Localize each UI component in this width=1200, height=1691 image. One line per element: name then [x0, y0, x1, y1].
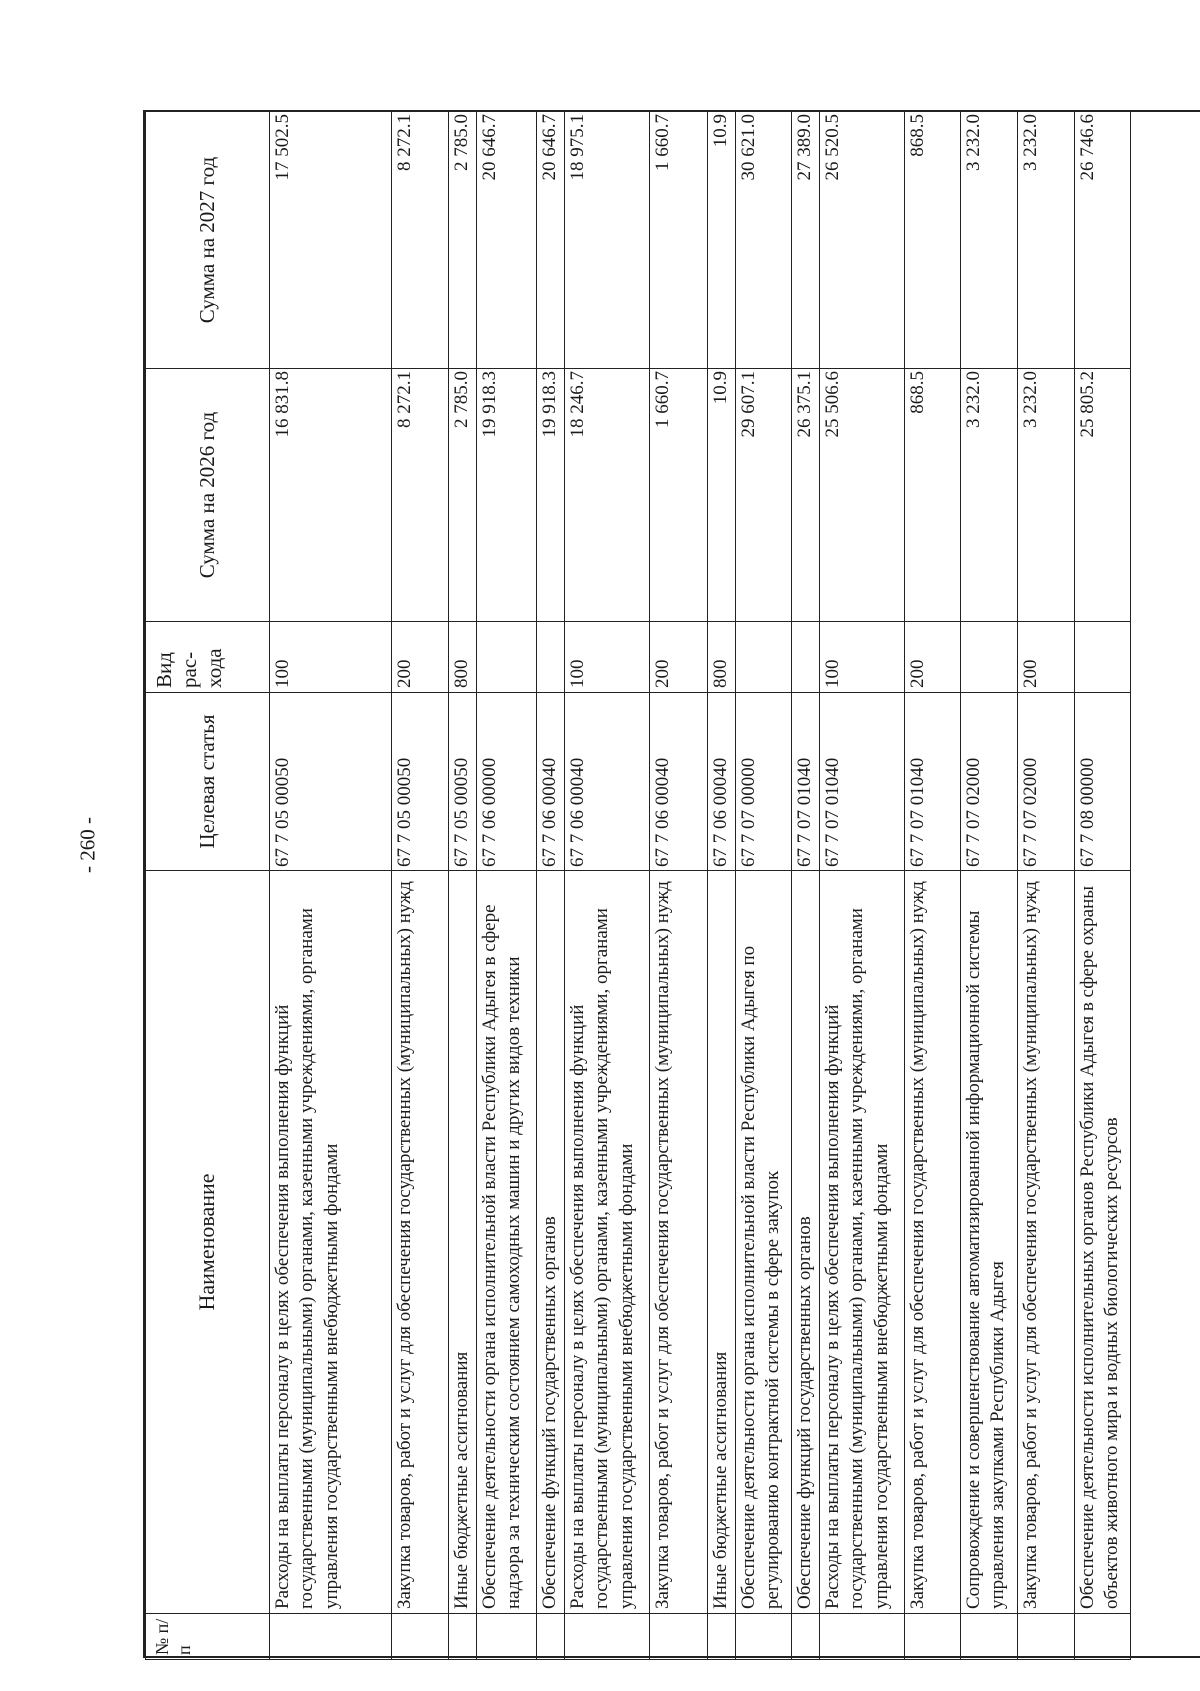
row-num: [650, 1614, 708, 1660]
budget-table: [145, 111, 1131, 1660]
row-sum-2027: 1 660.7: [650, 112, 708, 369]
row-sum-2026: 1 660.7: [650, 369, 708, 622]
row-name: Закупка товаров, работ и услуг для обеспечения государственных (муниципальных) нужд: [905, 871, 961, 1614]
table-row: [792, 112, 820, 1660]
row-code: 67 7 07 01040: [820, 693, 905, 871]
row-code: 67 7 07 02000: [1018, 693, 1075, 871]
row-sum-2026: 3 232.0: [1018, 369, 1075, 622]
row-sum-2026: 25 805.2: [1075, 369, 1131, 622]
table-header: [146, 112, 270, 1660]
row-sum-2027: 27 389.0: [792, 112, 820, 369]
table-row: [537, 112, 565, 1660]
row-type: [792, 622, 820, 693]
table-row: [736, 112, 792, 1660]
row-type: [736, 622, 792, 693]
row-sum-2026: 19 918.3: [537, 369, 565, 622]
row-sum-2026: 2 785.0: [449, 369, 477, 622]
row-sum-2027: 2 785.0: [449, 112, 477, 369]
table-row: [392, 112, 449, 1660]
row-sum-2026: 19 918.3: [477, 369, 537, 622]
row-code: 67 7 05 00050: [449, 693, 477, 871]
row-num: [477, 1614, 537, 1660]
row-sum-2027: 3 232.0: [961, 112, 1018, 369]
document-sheet: [143, 110, 1200, 1658]
header-code: Целевая статья: [146, 693, 270, 871]
row-type: 100: [270, 622, 392, 693]
row-num: [537, 1614, 565, 1660]
row-code: 67 7 07 00000: [736, 693, 792, 871]
row-sum-2026: 25 506.6: [820, 369, 905, 622]
row-name: Расходы на выплаты персоналу в целях обеспечения выполнения функций государственными (муниципальными) органами, казенными учреждениями, органами управления государственными внебюджетными фондами: [270, 871, 392, 1614]
row-code: 67 7 05 00050: [270, 693, 392, 871]
row-type: [477, 622, 537, 693]
row-sum-2027: 8 272.1: [392, 112, 449, 369]
row-code: 67 7 05 00050: [392, 693, 449, 871]
row-type: 100: [565, 622, 650, 693]
row-type: 200: [905, 622, 961, 693]
row-code: 67 7 06 00000: [477, 693, 537, 871]
row-name: Иные бюджетные ассигнования: [708, 871, 736, 1614]
row-sum-2026: 868.5: [905, 369, 961, 622]
row-type: 800: [708, 622, 736, 693]
header-row: [146, 112, 270, 1660]
row-num: [392, 1614, 449, 1660]
row-name: Расходы на выплаты персоналу в целях обеспечения выполнения функций государственными (муниципальными) органами, казенными учреждениями, органами управления государственными внебюджетными фондами: [820, 871, 905, 1614]
row-sum-2026: 10.9: [708, 369, 736, 622]
row-sum-2027: 20 646.7: [477, 112, 537, 369]
row-num: [565, 1614, 650, 1660]
row-type: [961, 622, 1018, 693]
row-sum-2027: 10.9: [708, 112, 736, 369]
row-sum-2027: 868.5: [905, 112, 961, 369]
row-type: 800: [449, 622, 477, 693]
row-name: Сопровождение и совершенствование автоматизированной информационной системы управления закупками Республики Адыгея: [961, 871, 1018, 1614]
row-sum-2026: 16 831.8: [270, 369, 392, 622]
row-type: 200: [392, 622, 449, 693]
row-num: [792, 1614, 820, 1660]
row-code: 67 7 06 00040: [650, 693, 708, 871]
row-num: [961, 1614, 1018, 1660]
table-row: [270, 112, 392, 1660]
row-name: Расходы на выплаты персоналу в целях обеспечения выполнения функций государственными (муниципальными) органами, казенными учреждениями, органами управления государственными внебюджетными фондами: [565, 871, 650, 1614]
row-type: 200: [1018, 622, 1075, 693]
row-num: [820, 1614, 905, 1660]
row-sum-2026: 3 232.0: [961, 369, 1018, 622]
row-sum-2027: 20 646.7: [537, 112, 565, 369]
table-row: [477, 112, 537, 1660]
row-sum-2026: 18 246.7: [565, 369, 650, 622]
row-type: [1075, 622, 1131, 693]
row-sum-2026: 29 607.1: [736, 369, 792, 622]
row-type: [537, 622, 565, 693]
row-name: Обеспечение деятельности органа исполнительной власти Республики Адыгея по регулированию контрактной системы в сфере закупок: [736, 871, 792, 1614]
row-code: 67 7 08 00000: [1075, 693, 1131, 871]
table-row: [449, 112, 477, 1660]
row-code: 67 7 06 00040: [708, 693, 736, 871]
row-sum-2027: 3 232.0: [1018, 112, 1075, 369]
row-num: [905, 1614, 961, 1660]
header-name: Наименование: [146, 871, 270, 1614]
table-row: [961, 112, 1018, 1660]
row-num: [270, 1614, 392, 1660]
table-body: [270, 112, 1131, 1660]
row-type: 100: [820, 622, 905, 693]
table-row: [1075, 112, 1131, 1660]
row-name: Обеспечение функций государственных органов: [792, 871, 820, 1614]
row-sum-2027: 26 520.5: [820, 112, 905, 369]
row-name: Закупка товаров, работ и услуг для обеспечения государственных (муниципальных) нужд: [392, 871, 449, 1614]
row-sum-2026: 8 272.1: [392, 369, 449, 622]
row-type: 200: [650, 622, 708, 693]
row-sum-2027: 17 502.5: [270, 112, 392, 369]
row-code: 67 7 06 00040: [537, 693, 565, 871]
row-sum-2027: 30 621.0: [736, 112, 792, 369]
row-sum-2027: 26 746.6: [1075, 112, 1131, 369]
row-code: 67 7 07 02000: [961, 693, 1018, 871]
header-sum-2027: Сумма на 2027 год: [146, 112, 270, 369]
header-sum-2026: Сумма на 2026 год: [146, 369, 270, 622]
row-name: Иные бюджетные ассигнования: [449, 871, 477, 1614]
table-row: [708, 112, 736, 1660]
table-row: [650, 112, 708, 1660]
row-num: [736, 1614, 792, 1660]
row-sum-2026: 26 375.1: [792, 369, 820, 622]
row-name: Обеспечение деятельности органа исполнительной власти Республики Адыгея в сфере надзора за техническим состоянием самоходных машин и других видов техники: [477, 871, 537, 1614]
table-row: [1018, 112, 1075, 1660]
row-num: [1018, 1614, 1075, 1660]
row-name: Обеспечение деятельности исполнительных органов Республики Адыгея в сфере охраны объектов животного мира и водных биологических ресурсов: [1075, 871, 1131, 1614]
table-row: [565, 112, 650, 1660]
row-code: 67 7 06 00040: [565, 693, 650, 871]
row-name: Закупка товаров, работ и услуг для обеспечения государственных (муниципальных) нужд: [1018, 871, 1075, 1614]
table-row: [905, 112, 961, 1660]
row-code: 67 7 07 01040: [905, 693, 961, 871]
row-code: 67 7 07 01040: [792, 693, 820, 871]
rotated-table-container: [145, 112, 1200, 1660]
row-num: [1075, 1614, 1131, 1660]
header-type: Вид рас-хода: [146, 622, 270, 693]
table-row: [820, 112, 905, 1660]
row-name: Закупка товаров, работ и услуг для обеспечения государственных (муниципальных) нужд: [650, 871, 708, 1614]
row-num: [708, 1614, 736, 1660]
row-sum-2027: 18 975.1: [565, 112, 650, 369]
header-num: № п/п: [146, 1614, 270, 1660]
row-name: Обеспечение функций государственных органов: [537, 871, 565, 1614]
page-number: - 260 -: [75, 817, 100, 873]
row-num: [449, 1614, 477, 1660]
